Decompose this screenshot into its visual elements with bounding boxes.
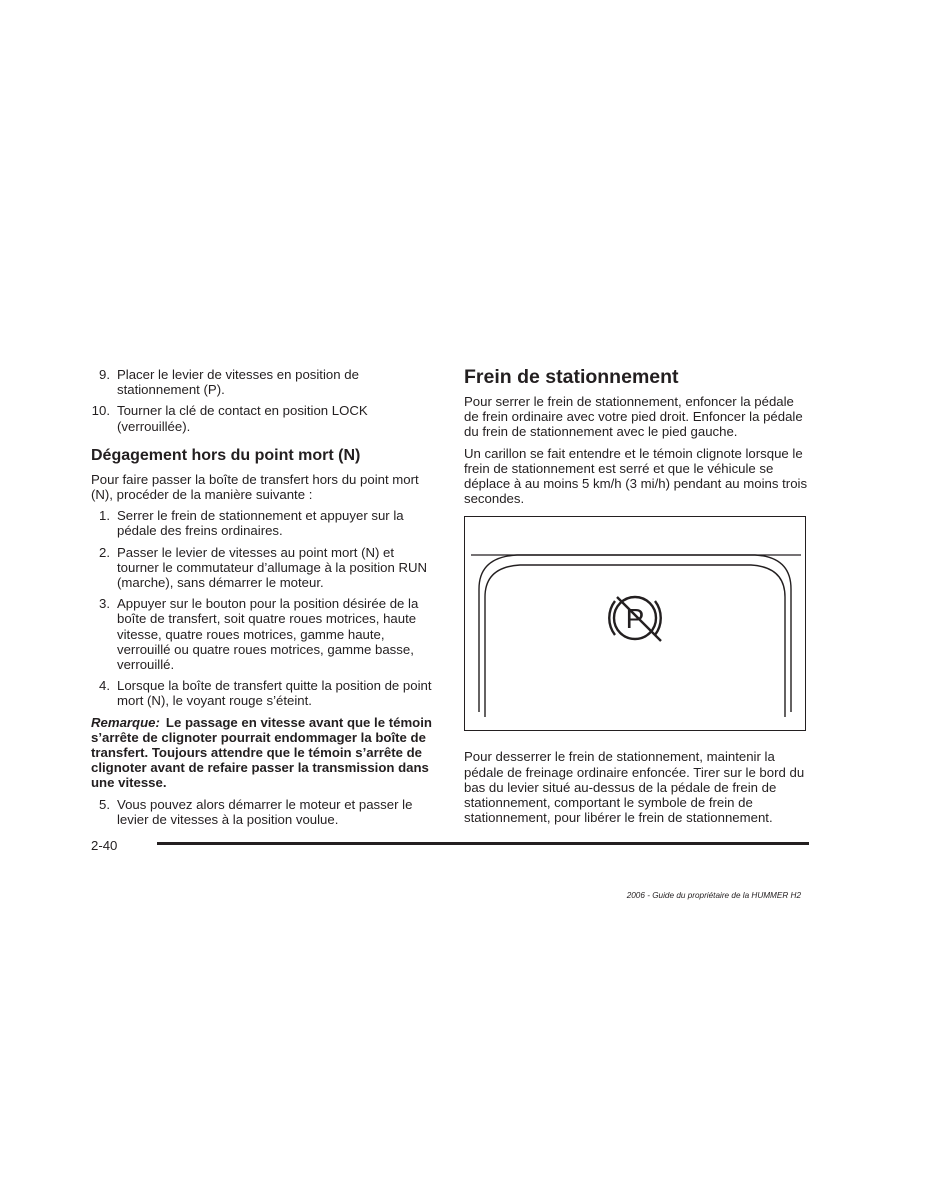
note-text: Le passage en vitesse avant que le témoin s’arrête de clignoter pourrait endommager la boîte de transfert. Toujours attendre que le témoin s’arrête de clignoter avant de refaire passer la transmission dans une vitesse.	[91, 714, 432, 791]
steps-list	[91, 508, 437, 708]
guide-title: 2006 - Guide du propriétaire de la HUMMER H2	[626, 891, 801, 900]
footer-rule	[157, 842, 809, 845]
paragraph-chime: Un carillon se fait entendre et le témoin clignote lorsque le frein de stationnement est serré et que le véhicule se déplace à au moins 5 km/h (3 mi/h) pendant au moins trois secondes.	[464, 445, 808, 507]
page-number: 2-40	[91, 838, 118, 853]
list-item: 3. Appuyer sur le bouton pour la position désirée de la boîte de transfert, soit quatre roues motrices, haute vitesse, quatre roues motrices, gamme haute, verrouillé ou quatre roues motrices, gamme basse, verrouillé.	[99, 596, 419, 673]
steps-top-list	[91, 367, 437, 434]
list-item: 1. Serrer le frein de stationnement et appuyer sur la pédale des freins ordinaires.	[99, 508, 404, 539]
right-column	[464, 366, 810, 831]
paragraph-apply: Pour serrer le frein de stationnement, enfoncer la pédale de frein ordinaire avec votre pied droit. Enfoncer la pédale du frein de stationnement avec le pied gauche.	[464, 394, 803, 440]
page-title: Frein de stationnement	[464, 366, 679, 388]
list-item: 10. Tourner la clé de contact en position LOCK (verrouillée).	[91, 403, 368, 434]
parking-brake-pedal-illustration	[465, 517, 807, 732]
list-item: 5. Vous pouvez alors démarrer le moteur et passer le levier de vitesses à la position voulue.	[99, 796, 413, 827]
section-intro: Pour faire passer la boîte de transfert hors du point mort (N), procéder de la manière suivante :	[91, 471, 419, 503]
steps-bottom-list	[91, 797, 437, 827]
list-item: 9. Placer le levier de vitesses en position de stationnement (P).	[99, 367, 359, 398]
caution-note	[91, 715, 437, 791]
parking-brake-pedal-figure	[464, 516, 806, 731]
left-column	[91, 367, 437, 833]
list-item: 2. Passer le levier de vitesses au point mort (N) et tourner le commutateur d’allumage à la position RUN (marche), sans démarrer le moteur.	[99, 544, 428, 591]
note-label: Remarque:	[91, 714, 160, 730]
list-item: 4. Lorsque la boîte de transfert quitte la position de point mort (N), le voyant rouge s’éteint.	[99, 678, 432, 709]
section-heading: Dégagement hors du point mort (N)	[91, 446, 361, 464]
paragraph-release: Pour desserrer le frein de stationnement, maintenir la pédale de freinage ordinaire enfoncée. Tirer sur le bord du bas du levier situé au-dessus de la pédale de frein de stationnement, comportant le symbole de frein de stationnement, pour libérer le frein de stationnement.	[464, 749, 805, 826]
parking-brake-letter: P	[625, 603, 645, 635]
